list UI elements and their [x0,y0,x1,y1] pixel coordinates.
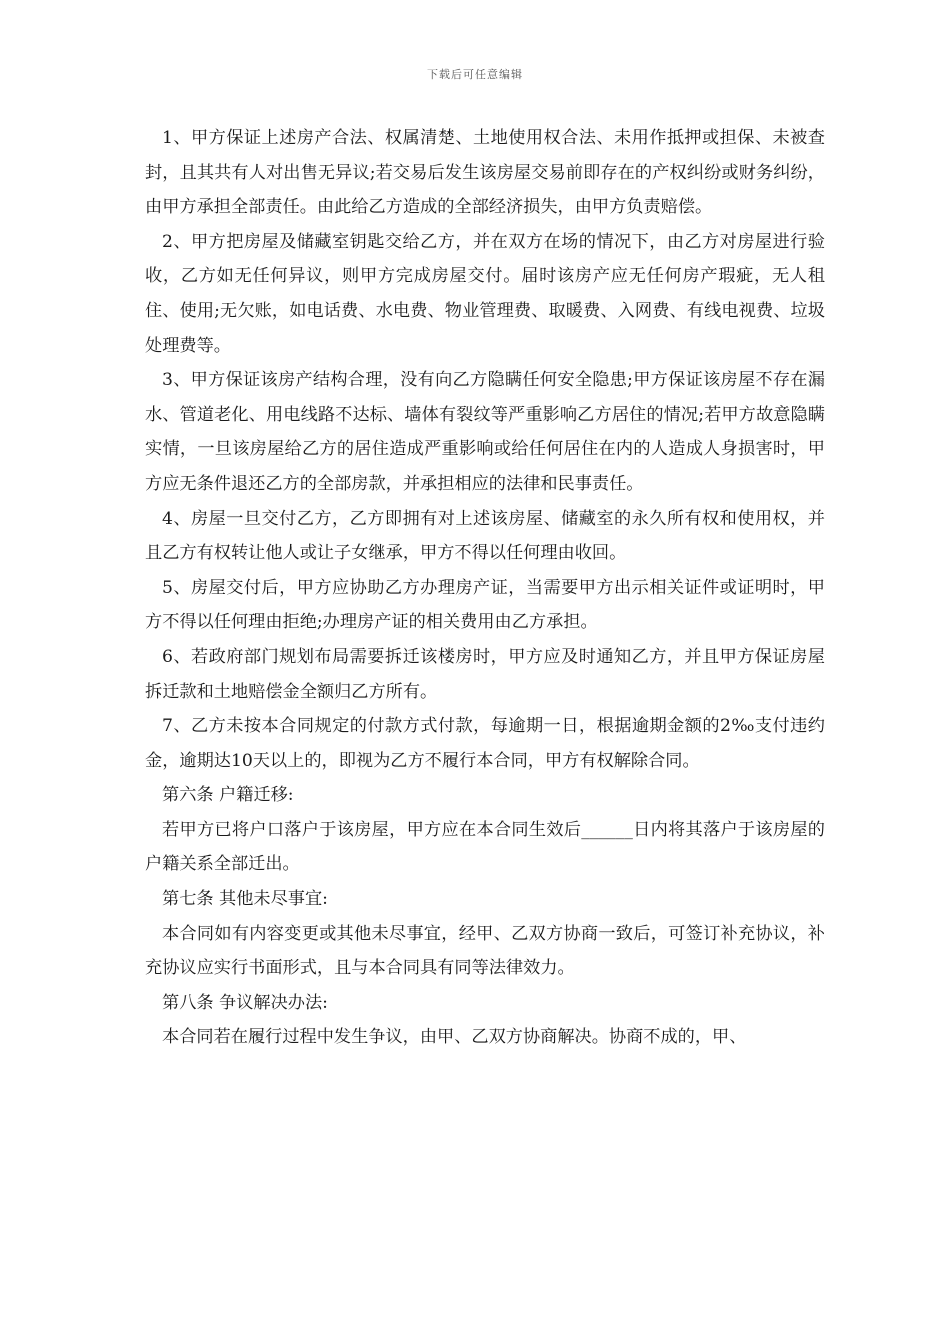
document-body [145,121,825,1055]
clause-5: 5、房屋交付后，甲方应协助乙方办理房产证，当需要甲方出示相关证件或证明时，甲方不得以任何理由拒绝;办理房产证的相关费用由乙方承担。 [145,577,825,633]
clause-3: 3、甲方保证该房产结构合理，没有向乙方隐瞒任何安全隐患;甲方保证该房屋不存在漏水、管道老化、用电线路不达标、墙体有裂纹等严重影响乙方居住的情况;若甲方故意隐瞒实情，一旦该房屋给乙方的居住造成严重影响或给任何居住在内的人造成人身损害时，甲方应无条件退还乙方的全部房款，并承担相应的法律和民事责任。 [145,370,825,494]
article-8-body: 本合同若在履行过程中发生争议，由甲、乙双方协商解决。协商不成的，甲、 [162,1027,747,1048]
article-7-heading: 第七条 其他未尽事宜: [162,889,328,910]
clause-7: 7、乙方未按本合同规定的付款方式付款，每逾期一日，根据逾期金额的2‰支付违约金，逾期达10天以上的，即视为乙方不履行本合同，甲方有权解除合同。 [145,716,825,771]
article-8-heading: 第八条 争议解决办法: [162,992,328,1013]
clause-2: 2、甲方把房屋及储藏室钥匙交给乙方，并在双方在场的情况下，由乙方对房屋进行验收，乙方如无任何异议，则甲方完成房屋交付。届时该房产应无任何房产瑕疵，无人租住、使用;无欠账，如电话费、水电费、物业管理费、取暖费、入网费、有线电视费、垃圾处理费等。 [145,231,825,356]
article-6-heading: 第六条 户籍迁移: [162,785,294,806]
page-header: 下载后可任意编辑 [427,68,523,81]
clause-4: 4、房屋一旦交付乙方，乙方即拥有对上述该房屋、储藏室的永久所有权和使用权，并且乙方有权转让他人或让子女继承，甲方不得以任何理由收回。 [145,508,825,564]
clause-6: 6、若政府部门规划布局需要拆迁该楼房时，甲方应及时通知乙方，并且甲方保证房屋拆迁款和土地赔偿金全额归乙方所有。 [145,646,825,702]
clause-1: 1、甲方保证上述房产合法、权属清楚、土地使用权合法、未用作抵押或担保、未被查封，且其共有人对出售无异议;若交易后发生该房屋交易前即存在的产权纠纷或财务纠纷，由甲方承担全部责任。由此给乙方造成的全部经济损失，由甲方负责赔偿。 [145,128,825,218]
article-6-body: 若甲方已将户口落户于该房屋，甲方应在本合同生效后______日内将其落户于该房屋的户籍关系全部迁出。 [145,819,825,875]
article-7-body: 本合同如有内容变更或其他未尽事宜，经甲、乙双方协商一致后，可签订补充协议，补充协议应实行书面形式，且与本合同具有同等法律效力。 [145,923,825,979]
